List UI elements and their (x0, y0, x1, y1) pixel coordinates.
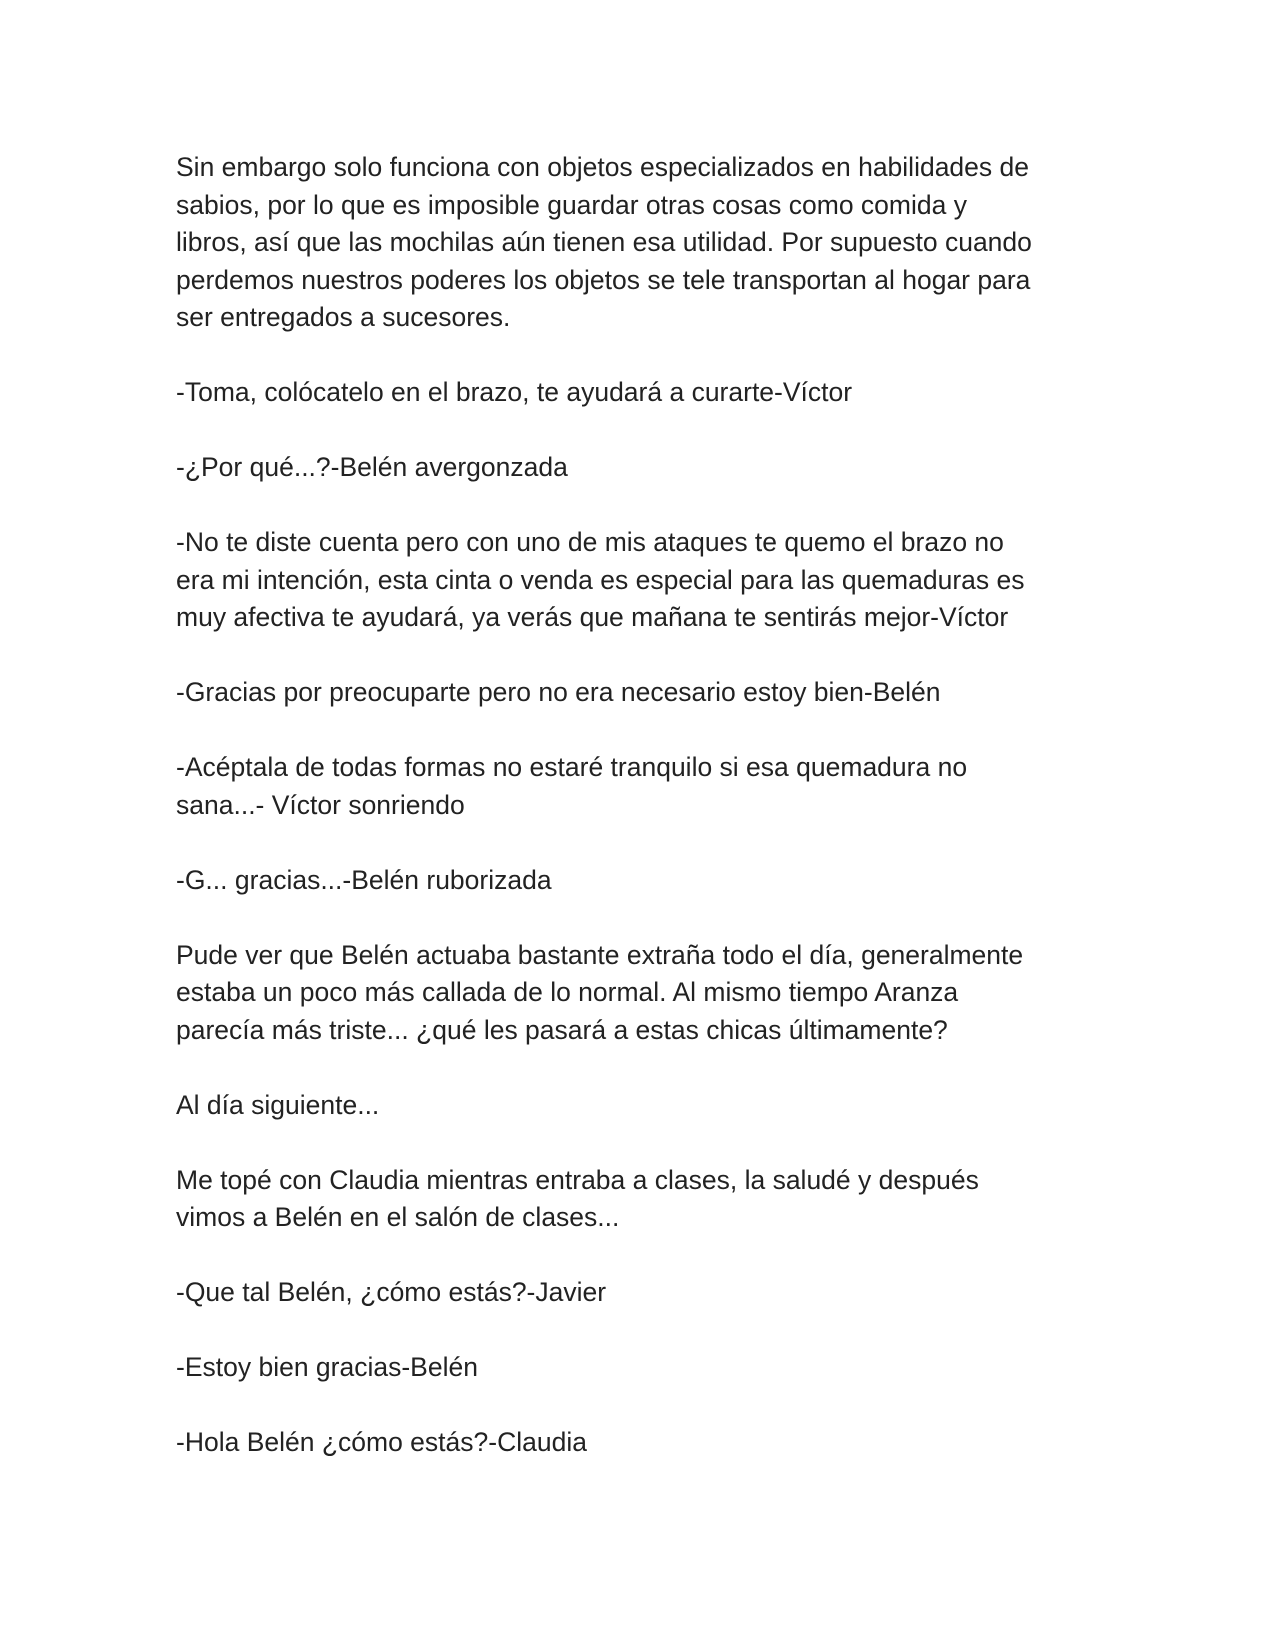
paragraph-dialogue (176, 674, 1096, 712)
paragraph-dialogue (176, 524, 1096, 637)
paragraph-narration (176, 1162, 1096, 1237)
paragraph-dialogue (176, 449, 1096, 487)
document-body (176, 149, 1096, 1499)
text-line: estaba un poco más callada de lo normal. Al mismo tiempo Aranza (176, 977, 959, 1007)
text-line: -G... gracias...-Belén ruborizada (176, 864, 552, 895)
text-line: parecía más triste... ¿qué les pasará a estas chicas últimamente? (176, 1014, 948, 1045)
text-line: Al día siguiente... (176, 1089, 380, 1120)
text-line: muy afectiva te ayudará, ya verás que mañana te sentirás mejor-Víctor (176, 602, 1009, 632)
paragraph-dialogue (176, 374, 1096, 412)
paragraph-dialogue (176, 1424, 1096, 1462)
paragraph-narration (176, 1087, 1096, 1125)
text-line: -¿Por qué...?-Belén avergonzada (176, 452, 568, 482)
paragraph-dialogue (176, 1349, 1096, 1387)
text-line: Me topé con Claudia mientras entraba a clases, la saludé y después (176, 1164, 979, 1195)
text-line: Pude ver que Belén actuaba bastante extraña todo el día, generalmente (176, 939, 1024, 970)
text-line: sana...- Víctor sonriendo (176, 789, 465, 820)
text-line: ser entregados a sucesores. (176, 302, 511, 332)
text-line: -Gracias por preocuparte pero no era necesario estoy bien-Belén (176, 677, 941, 707)
text-line: -No te diste cuenta pero con uno de mis ataques te quemo el brazo no (176, 527, 1004, 557)
text-line: -Toma, colócatelo en el brazo, te ayudará a curarte-Víctor (176, 377, 853, 407)
text-line: -Acéptala de todas formas no estaré tranquilo si esa quemadura no (176, 752, 968, 782)
paragraph-dialogue (176, 749, 1096, 824)
text-line: -Que tal Belén, ¿cómo estás?-Javier (176, 1277, 607, 1307)
text-line: -Estoy bien gracias-Belén (176, 1352, 478, 1382)
text-line: sabios, por lo que es imposible guardar otras cosas como comida y (176, 189, 967, 220)
paragraph-dialogue (176, 862, 1096, 900)
text-line: Sin embargo solo funciona con objetos especializados en habilidades de (176, 152, 1029, 182)
text-line: -Hola Belén ¿cómo estás?-Claudia (176, 1427, 587, 1457)
paragraph-dialogue (176, 1274, 1096, 1312)
paragraph-narration-intro (176, 149, 1096, 337)
text-line: era mi intención, esta cinta o venda es especial para las quemaduras es (176, 564, 1025, 595)
text-line: vimos a Belén en el salón de clases... (176, 1202, 620, 1232)
text-line: perdemos nuestros poderes los objetos se tele transportan al hogar para (176, 264, 1031, 295)
text-line: libros, así que las mochilas aún tienen esa utilidad. Por supuesto cuando (176, 227, 1032, 257)
paragraph-narration (176, 937, 1096, 1050)
